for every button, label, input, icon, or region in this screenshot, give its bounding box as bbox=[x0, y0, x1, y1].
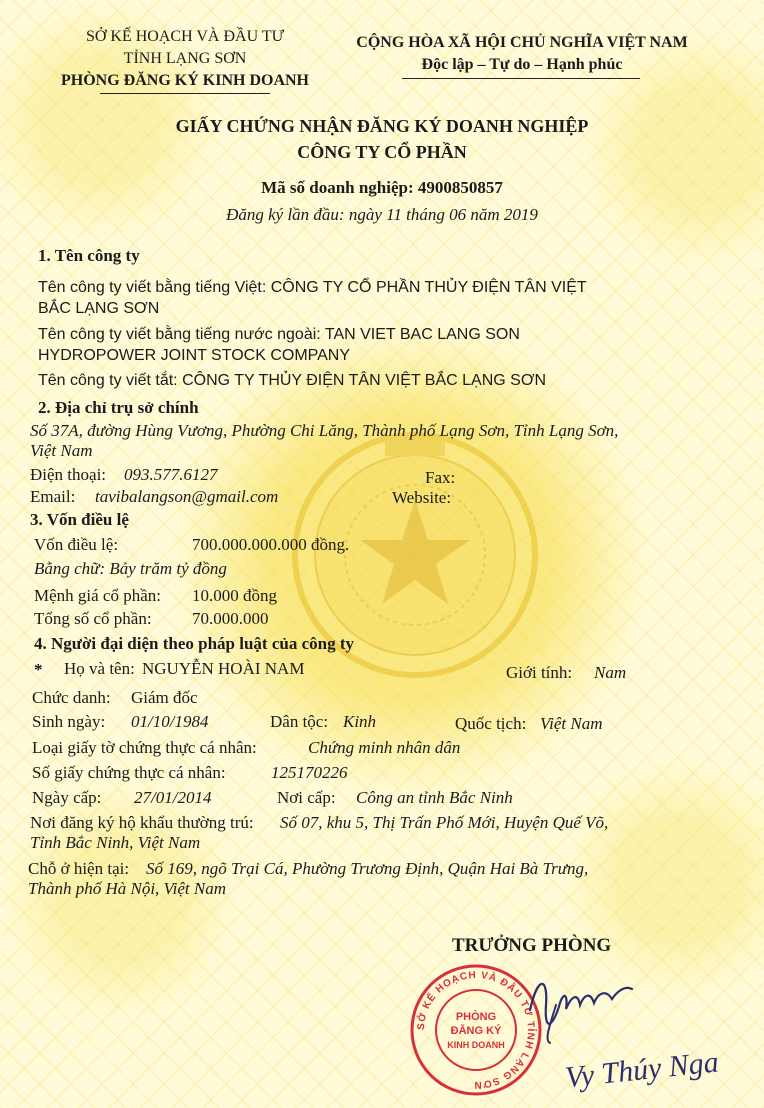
first-registration-date: Đăng ký lần đầu: ngày 11 tháng 06 năm 2019 bbox=[226, 205, 538, 224]
foreign-name-line1: Tên công ty viết bằng tiếng nước ngoài: TAN VIET BAC LANG SON bbox=[38, 326, 520, 343]
gender-label: Giới tính: bbox=[506, 663, 573, 682]
current-address-line2: Thành phố Hà Nội, Việt Nam bbox=[28, 879, 227, 898]
signatory-title: TRƯỞNG PHÒNG bbox=[452, 935, 612, 956]
company-type: CÔNG TY CỔ PHẦN bbox=[297, 142, 467, 162]
ethnicity-label: Dân tộc: bbox=[270, 712, 329, 731]
seal-ring-text: SỞ KẾ HOẠCH VÀ ĐẦU TƯ TỈNH LẠNG SƠN bbox=[415, 969, 537, 1091]
name-value: NGUYỄN HOÀI NAM bbox=[142, 659, 305, 678]
current-address-label: Chỗ ở hiện tại: bbox=[28, 859, 130, 878]
seal-center-line1: PHÒNG bbox=[455, 1011, 497, 1023]
header-underline-left bbox=[100, 93, 270, 94]
seal-center-line2: ĐĂNG KÝ bbox=[450, 1025, 502, 1037]
fax-label: Fax: bbox=[425, 468, 456, 487]
permanent-residence-line2: Tỉnh Bắc Ninh, Việt Nam bbox=[30, 833, 201, 852]
position-value: Giám đốc bbox=[131, 688, 198, 707]
issue-place-value: Công an tỉnh Bắc Ninh bbox=[356, 788, 513, 807]
header-underline-right bbox=[402, 78, 640, 79]
enterprise-code: Mã số doanh nghiệp: 4900850857 bbox=[261, 178, 503, 197]
website-label: Website: bbox=[392, 488, 452, 507]
gender-value: Nam bbox=[594, 663, 627, 682]
representative-bullet: * bbox=[34, 660, 43, 679]
address-line1: Số 37A, đường Hùng Vương, Phường Chi Lăng, Thành phố Lạng Sơn, Tỉnh Lạng Sơn, bbox=[30, 421, 619, 440]
issuer-department: SỞ KẾ HOẠCH VÀ ĐẦU TƯ bbox=[85, 28, 285, 45]
dob-label: Sinh ngày: bbox=[32, 712, 106, 731]
national-motto: Độc lập – Tự do – Hạnh phúc bbox=[421, 56, 623, 73]
signer-name-handwritten bbox=[555, 1030, 755, 1100]
ethnicity-value: Kinh bbox=[343, 712, 377, 731]
document-title: GIẤY CHỨNG NHẬN ĐĂNG KÝ DOANH NGHIỆP bbox=[175, 116, 589, 136]
issuer-office: PHÒNG ĐĂNG KÝ KINH DOANH bbox=[61, 72, 309, 89]
position-label: Chức danh: bbox=[32, 688, 111, 707]
national-title: CỘNG HÒA XÃ HỘI CHỦ NGHĨA VIỆT NAM bbox=[356, 34, 688, 51]
address-line2: Việt Nam bbox=[30, 441, 93, 460]
name-label: Họ và tên: bbox=[64, 659, 135, 678]
seal-center-line3: KINH DOANH bbox=[447, 1040, 505, 1050]
vietnamese-name-line2: BẮC LẠNG SƠN bbox=[38, 300, 160, 317]
foreign-name-line2: HYDROPOWER JOINT STOCK COMPANY bbox=[38, 347, 351, 364]
id-number-label: Số giấy chứng thực cá nhân: bbox=[32, 763, 226, 782]
permanent-residence-line1: Số 07, khu 5, Thị Trấn Phố Mới, Huyện Quế Võ, bbox=[280, 813, 609, 832]
short-name: Tên công ty viết tắt: CÔNG TY THỦY ĐIỆN TÂN VIỆT BẮC LẠNG SƠN bbox=[38, 372, 547, 389]
issuer-province: TỈNH LẠNG SƠN bbox=[123, 50, 247, 67]
par-value-label: Mệnh giá cổ phần: bbox=[34, 586, 161, 605]
issue-date-value: 27/01/2014 bbox=[134, 788, 212, 807]
permanent-residence-label: Nơi đăng ký hộ khẩu thường trú: bbox=[30, 813, 254, 832]
signer-name: Vy Thúy Nga bbox=[563, 1045, 721, 1095]
email-value: tavibalangson@gmail.com bbox=[95, 487, 279, 506]
par-value: 10.000 đồng bbox=[192, 586, 277, 605]
total-shares-label: Tổng số cổ phần: bbox=[34, 609, 152, 628]
phone-value: 093.577.6127 bbox=[124, 465, 218, 484]
phone-label: Điện thoại: bbox=[30, 465, 107, 484]
id-number-value: 125170226 bbox=[271, 763, 348, 782]
issue-date-label: Ngày cấp: bbox=[32, 788, 102, 807]
section3-heading: 3. Vốn điều lệ bbox=[30, 510, 129, 529]
id-type-value: Chứng minh nhân dân bbox=[308, 738, 461, 757]
issue-place-label: Nơi cấp: bbox=[277, 788, 336, 807]
vietnamese-name-line1: Tên công ty viết bằng tiếng Việt: CÔNG TY CỔ PHẦN THỦY ĐIỆN TÂN VIỆT bbox=[38, 279, 587, 296]
id-type-label: Loại giấy tờ chứng thực cá nhân: bbox=[32, 738, 257, 757]
nationality-label: Quốc tịch: bbox=[455, 714, 527, 733]
email-label: Email: bbox=[30, 487, 76, 506]
current-address-line1: Số 169, ngõ Trại Cá, Phường Trương Định, Quận Hai Bà Trưng, bbox=[146, 859, 589, 878]
nationality-value: Việt Nam bbox=[540, 714, 603, 733]
section4-heading: 4. Người đại diện theo pháp luật của công ty bbox=[34, 634, 354, 653]
capital-in-words: Bằng chữ: Bảy trăm tỷ đồng bbox=[34, 559, 227, 578]
section1-heading: 1. Tên công ty bbox=[38, 246, 140, 265]
capital-label: Vốn điều lệ: bbox=[34, 535, 119, 554]
dob-value: 01/10/1984 bbox=[131, 712, 209, 731]
section2-heading: 2. Địa chỉ trụ sở chính bbox=[38, 398, 199, 417]
total-shares-value: 70.000.000 bbox=[192, 609, 269, 628]
capital-value: 700.000.000.000 đồng. bbox=[192, 535, 350, 554]
